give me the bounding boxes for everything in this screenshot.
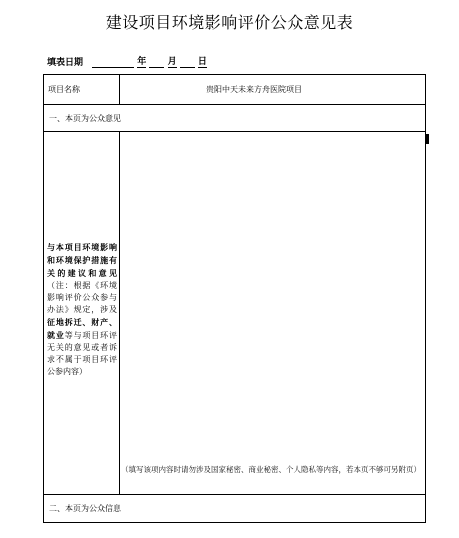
section1-title: 一、本页为公众意见 [49, 114, 121, 123]
opinion-label [47, 241, 117, 378]
fill-date-month-field[interactable] [149, 57, 164, 68]
fill-date-month-label: 月 [168, 54, 177, 68]
table-row-divider [43, 494, 426, 495]
edge-marker [426, 134, 429, 144]
table-row-divider [43, 104, 426, 105]
project-name-label: 项目名称 [48, 85, 80, 94]
form-title: 建设项目环境影响评价公众意见表 [105, 13, 354, 32]
fill-date-day-label: 日 [198, 54, 207, 68]
table-border-left [43, 74, 44, 522]
table-border-bottom [43, 522, 426, 523]
table-border-top [43, 74, 426, 75]
fill-date-day-field[interactable] [180, 57, 195, 68]
opinion-label-part: 征地拆迁、财产、就业 [47, 317, 117, 340]
table-column-divider [119, 74, 120, 104]
fill-date-label: 填表日期 [47, 58, 84, 68]
opinion-note: （填写该项内容时请勿涉及国家秘密、商业秘密、个人隐私等内容，若本页不够可另附页） [121, 465, 421, 474]
opinion-label-part: 等与项目环评无关的意见或者诉求不属于项目环评公参内容） [47, 331, 118, 376]
project-name-value: 贵阳中天未来方舟医院项目 [206, 85, 302, 94]
fill-date-year-field[interactable] [92, 57, 134, 68]
opinion-label-part: 与本项目环境影响和环境保护措施有关的建议和意见 [47, 242, 117, 278]
fill-date-row [47, 54, 207, 68]
fill-date-year-label: 年 [137, 54, 146, 68]
section2-title: 二、本页为公众信息 [49, 504, 121, 513]
opinion-input-area[interactable] [120, 132, 425, 462]
opinion-label-part: （注：根据《环境影响评价公众参与办法》规定，涉及 [47, 281, 117, 314]
